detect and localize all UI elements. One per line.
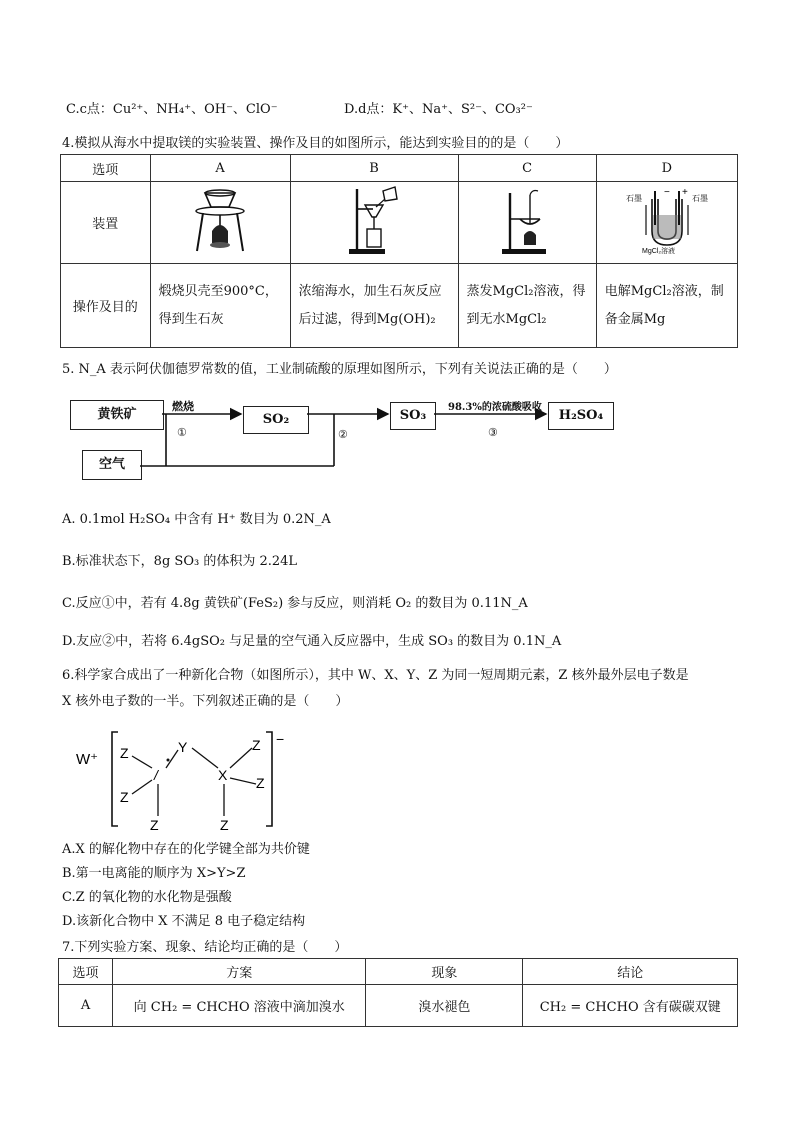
anion-charge: − xyxy=(276,731,285,747)
q6-structure-diagram xyxy=(70,728,310,832)
flow-box-so3: SO₃ xyxy=(390,402,436,430)
atom-z-2: Z xyxy=(120,789,129,805)
q4-apparatus-a xyxy=(150,182,290,264)
q5-stem: 5. N_A 表示阿伏伽德罗常数的值，工业制硫酸的原理如图所示，下列有关说法正确的是（ ） xyxy=(62,362,617,377)
atom-z-1: Z xyxy=(120,745,129,761)
flow-box-h2so4: H₂SO₄ xyxy=(548,402,614,430)
q7-cell-option: A xyxy=(59,985,113,1027)
q6-option-c: C.Z 的氧化物的水化物是强酸 xyxy=(62,890,232,905)
q4-op-a: 煅烧贝壳至900°C，得到生石灰 xyxy=(150,264,290,348)
q4-apparatus-c xyxy=(458,182,596,264)
d-electrode-label-right: 石墨 xyxy=(691,193,708,203)
table-row xyxy=(59,985,738,1027)
electrolysis-u-tube xyxy=(612,185,722,257)
flow-label-burn: 燃烧 xyxy=(172,400,194,413)
q5-option-d: D.友应②中，若将 6.4gSO₂ 与足量的空气通入反应器中，生成 SO₃ 的数目为 0.1N_A xyxy=(62,634,562,649)
q7-cell-conclusion: CH₂ = CHCHO 含有碳碳双键 xyxy=(523,985,738,1027)
q4-header-b: B xyxy=(290,155,458,182)
q4-table xyxy=(60,154,738,348)
q7-header-option: 选项 xyxy=(59,959,113,985)
flow-box-air: 空气 xyxy=(82,450,142,480)
q7-header-conclusion: 结论 xyxy=(523,959,738,985)
q6-option-b: B.第一电离能的顺序为 X>Y>Z xyxy=(62,866,246,881)
q4-op-c: 蒸发MgCl₂溶液，得到无水MgCl₂ xyxy=(458,264,596,348)
q4-header-option: 选项 xyxy=(61,155,151,182)
atom-z-6: Z xyxy=(220,817,229,832)
q7-header-phenomenon: 现象 xyxy=(366,959,523,985)
q4-op-d: 电解MgCl₂溶液，制备金属Mg xyxy=(596,264,737,348)
flow-label-step3: ③ xyxy=(488,426,498,439)
flow-arrows xyxy=(0,390,794,490)
atom-y: Y xyxy=(178,739,188,755)
cation-w: W⁺ xyxy=(76,751,99,768)
flow-label-step2: ② xyxy=(338,428,348,441)
q4-op-b: 浓缩海水，加生石灰反应后过滤，得到Mg(OH)₂ xyxy=(290,264,458,348)
q6-option-d: D.该新化合物中 X 不满足 8 电子稳定结构 xyxy=(62,914,306,929)
atom-z-4: Z xyxy=(252,737,261,753)
flow-box-pyrite: 黄铁矿 xyxy=(70,400,164,430)
q3-option-c: C.c点：Cu²⁺、NH₄⁺、OH⁻、ClO⁻ xyxy=(66,102,278,117)
q6-stem-line1: 6.科学家合成出了一种新化合物（如图所示），其中 W、X、Y、Z 为同一短周期元素，Z 核外最外层电子数是 xyxy=(62,668,689,683)
q3-option-d: D.d点：K⁺、Na⁺、S²⁻、CO₃²⁻ xyxy=(344,102,533,117)
bonds xyxy=(132,748,256,816)
d-electrode-label-left: 石墨 xyxy=(625,193,642,203)
minus-sign: − xyxy=(663,186,670,198)
atom-x: X xyxy=(218,767,228,783)
lone-electron-dot xyxy=(167,759,170,762)
q7-cell-phenomenon: 溴水褪色 xyxy=(366,985,523,1027)
d-solution-label: MgCl₂溶液 xyxy=(641,247,675,255)
plus-sign: + xyxy=(681,186,688,198)
q4-header-c: C xyxy=(458,155,596,182)
atom-z-3: Z xyxy=(150,817,159,832)
q4-stem: 4.模拟从海水中提取镁的实验装置、操作及目的如图所示，能达到实验目的的是（ ） xyxy=(62,136,569,151)
q4-op-label: 操作及目的 xyxy=(61,264,151,348)
atom-center-left: / xyxy=(154,767,158,783)
q4-apparatus-d xyxy=(596,182,737,264)
q6-option-a: A.X 的解化物中存在的化学键全部为共价键 xyxy=(62,842,310,857)
flow-box-so2: SO₂ xyxy=(243,406,309,434)
q4-header-d: D xyxy=(596,155,737,182)
flow-label-step1: ① xyxy=(177,426,187,439)
q7-stem: 7.下列实验方案、现象、结论均正确的是（ ） xyxy=(62,940,348,955)
flow-label-absorb: 98.3%的浓硫酸吸收 xyxy=(448,402,542,413)
q5-option-c: C.反应①中，若有 4.8g 黄铁矿(FeS₂) 参与反应，则消耗 O₂ 的数目为 0.11N_A xyxy=(62,596,528,611)
q4-apparatus-b xyxy=(290,182,458,264)
q4-header-a: A xyxy=(150,155,290,182)
crucible-tripod-apparatus xyxy=(185,185,255,257)
q7-cell-plan: 向 CH₂ = CHCHO 溶液中滴加溴水 xyxy=(113,985,366,1027)
q5-option-a: A. 0.1mol H₂SO₄ 中含有 H⁺ 数目为 0.2N_A xyxy=(62,512,331,527)
q6-stem-line2: X 核外电子数的一半。下列叙述正确的是（ ） xyxy=(62,694,349,709)
q7-header-plan: 方案 xyxy=(113,959,366,985)
filtration-apparatus xyxy=(339,185,409,257)
atom-z-5: Z xyxy=(256,775,265,791)
evaporation-apparatus xyxy=(492,185,562,257)
q7-table xyxy=(58,958,738,1027)
q5-option-b: B.标准状态下，8g SO₃ 的体积为 2.24L xyxy=(62,554,298,569)
q4-apparatus-label: 装置 xyxy=(61,182,151,264)
